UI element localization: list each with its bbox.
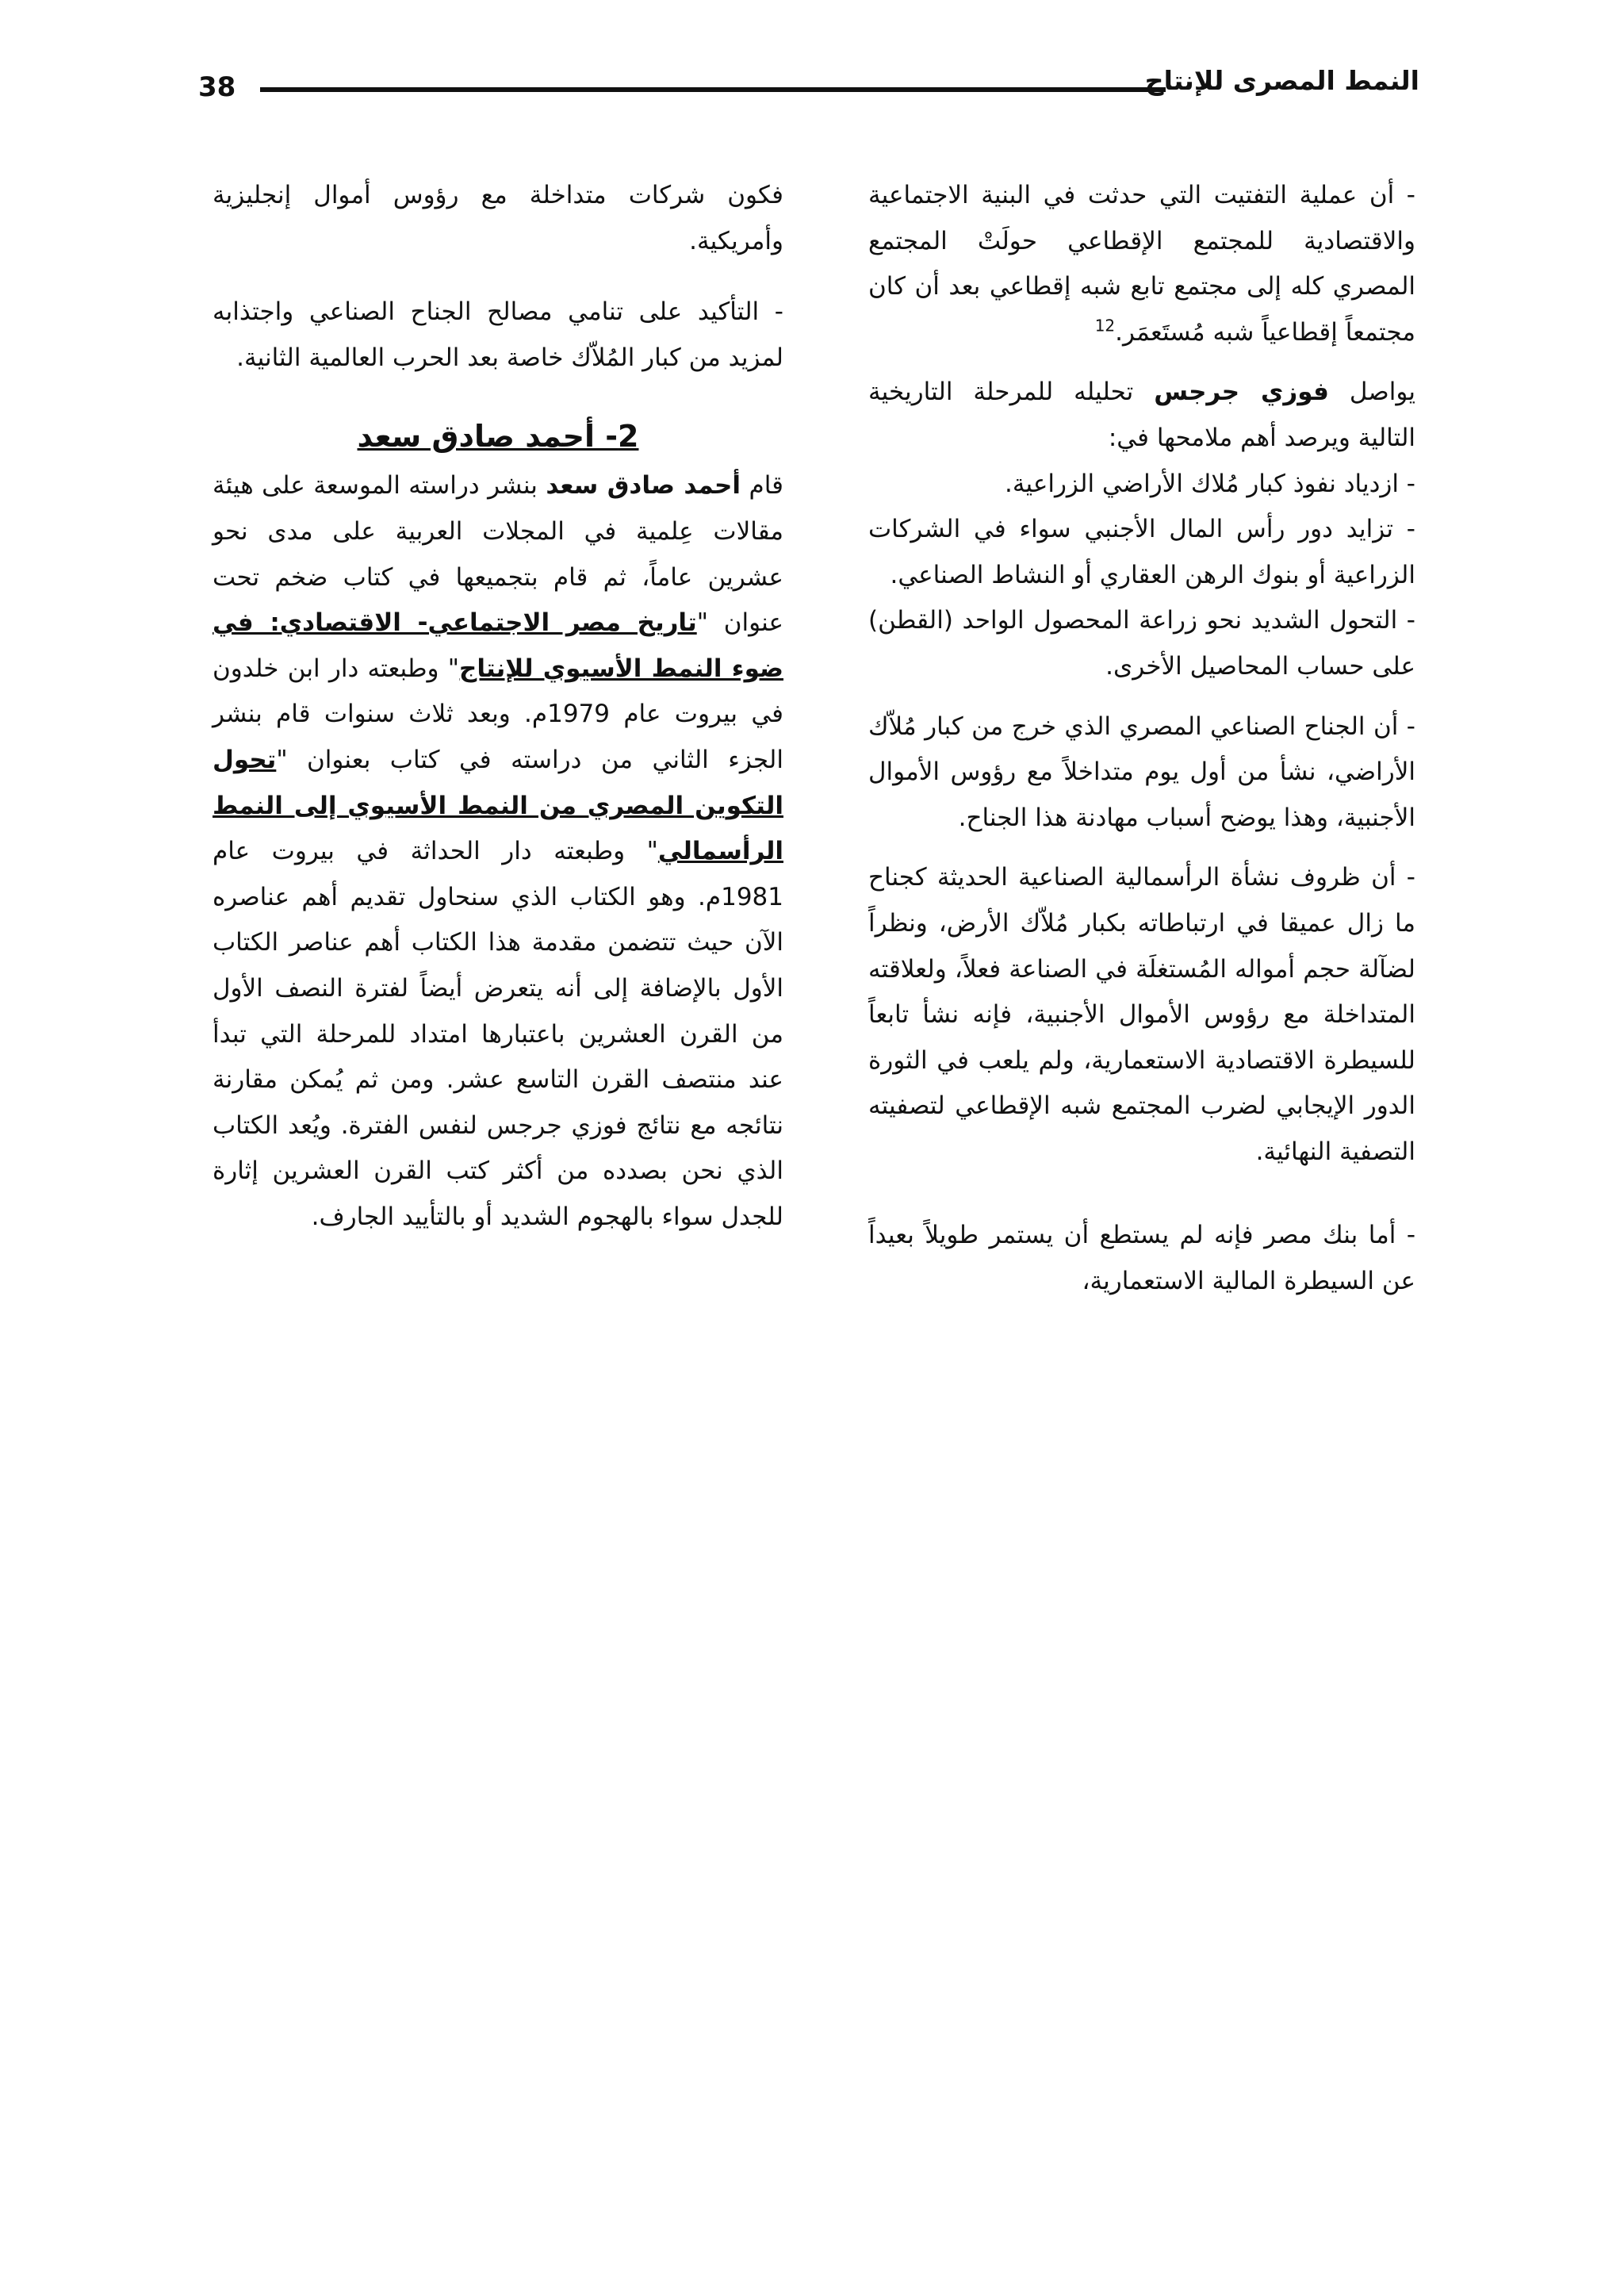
paragraph-text: تحليله للمرحلة التاريخية التالية ويرصد أهم ملامحها في: [868, 378, 1415, 452]
author-name: فوزي جرجس [1154, 378, 1329, 407]
paragraph: - أن الجناح الصناعي المصري الذي خرج من كبار مُلاّك الأراضي، نشأ من أول يوم متداخلاً مع رؤوس الأموال الأجنبية، وهذا يوضح أسباب مهادنة هذا الجناح. [868, 712, 1415, 832]
book-title: تحول التكوين المصري من النمط الأسيوي إلى النمط الرأسمالي [213, 745, 783, 866]
paragraph-text: " وطبعته دار ابن خلدون في بيروت عام 1979م. وبعد ثلاث سنوات قام بنشر الجزء الثاني من دراسته في كتاب بعنوان " [213, 654, 783, 774]
section-heading: 2- أحمد صادق سعد [357, 419, 639, 455]
paragraph: - أن ظروف نشأة الرأسمالية الصناعية الحديثة كجناح ما زال عميقا في ارتباطاته بكبار مُلاّك الأرض، ونظراً لضآلة حجم أمواله المُستغلَة في الصناعة فعلاً، ولعلاقته المتداخلة مع رؤوس الأموال الأجنبية، فإنه نشأ تابعاً للسيطرة الاقتصادية الاستعمارية، ولم يلعب في الثورة الدور الإيجابي لضرب المجتمع شبه الإقطاعي لتصفيته التصفية النهائية. [868, 863, 1415, 1166]
paragraph-text: يواصل [1349, 378, 1415, 407]
running-title: النمط المصرى للإنتاج [1144, 65, 1419, 96]
paragraph: - التأكيد على تنامي مصالح الجناح الصناعي واجتذابه لمزيد من كبار المُلاّك خاصة بعد الحرب العالمية الثانية. [213, 297, 783, 372]
book-title: تاريخ مصر الاجتماعي- الاقتصادي: في ضوء النمط الأسيوي للإنتاج [213, 608, 783, 683]
paragraph [868, 370, 1415, 461]
paragraph: - تزايد دور رأس المال الأجنبي سواء في الشركات الزراعية أو بنوك الرهن العقاري أو النشاط الصناعي. [868, 515, 1415, 589]
paragraph: - ازدياد نفوذ كبار مُلاك الأراضي الزراعية. [1005, 469, 1415, 498]
left-column [213, 173, 783, 1240]
paragraph [213, 463, 783, 1240]
page-number: 38 [198, 71, 236, 103]
paragraph-text: " وطبعته دار الحداثة في بيروت عام 1981م. وهو الكتاب الذي سنحاول تقديم أهم عناصره الآن حيث تتضمن مقدمة هذا الكتاب أهم عناصر الكتاب الأول بالإضافة إلى أنه يتعرض أيضاً لفترة النصف الأول من القرن العشرين باعتبارها امتداد للمرحلة التي تبدأ عند منتصف القرن التاسع عشر. ومن ثم يُمكن مقارنة نتائجه مع نتائج فوزي جرجس لنفس الفترة. ويُعد الكتاب الذي نحن بصدده من أكثر كتب القرن العشرين إثارة للجدل سواء بالهجوم الشديد أو بالتأييد الجارف. [213, 837, 783, 1231]
paragraph: - أما بنك مصر فإنه لم يستطع أن يستمر طويلاً بعيداً عن السيطرة المالية الاستعمارية، [868, 1221, 1415, 1296]
footnote-marker: 12 [1094, 316, 1116, 336]
paragraph: فكون شركات متداخلة مع رؤوس أموال إنجليزية وأمريكية. [213, 181, 783, 255]
paragraph-text: - أن عملية التفتيت التي حدثت في البنية الاجتماعية والاقتصادية للمجتمع الإقطاعي حولَتْ المجتمع المصري كله إلى مجتمع تابع شبه إقطاعي بعد أن كان مجتمعاً إقطاعياً شبه مُستَعمَر. [868, 181, 1415, 347]
paragraph-text: قام [749, 471, 783, 501]
paragraph: - التحول الشديد نحو زراعة المحصول الواحد (القطن) على حساب المحاصيل الأخرى. [868, 606, 1415, 681]
right-column [868, 173, 1415, 1305]
page-header [198, 54, 1419, 117]
paragraph-text: بنشر دراسته الموسعة على هيئة مقالات عِلمية في المجلات العربية على مدى نحو عشرين عاماً، ثم قام بتجميعها في كتاب ضخم تحت عنوان " [213, 471, 783, 638]
header-rule [260, 87, 1166, 92]
author-name: أحمد صادق سعد [546, 471, 741, 501]
paragraph [868, 173, 1415, 355]
